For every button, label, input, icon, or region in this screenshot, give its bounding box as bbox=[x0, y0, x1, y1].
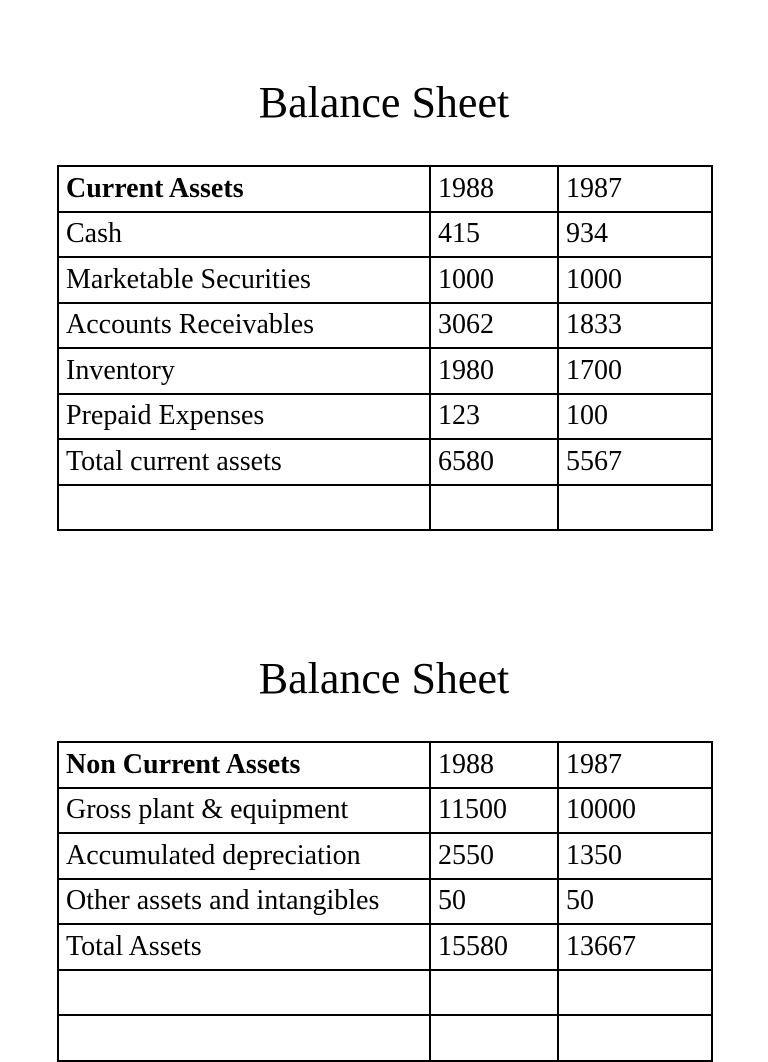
header-label: Current Assets bbox=[58, 166, 430, 212]
table-header-row bbox=[58, 742, 712, 788]
header-label: Non Current Assets bbox=[58, 742, 430, 788]
row-label: Gross plant & equipment bbox=[58, 788, 430, 834]
row-value-1987: 50 bbox=[558, 879, 712, 925]
row-value-1987 bbox=[558, 1015, 712, 1061]
row-value-1987: 1833 bbox=[558, 303, 712, 349]
row-label bbox=[58, 1015, 430, 1061]
row-label bbox=[58, 485, 430, 531]
empty-table-row bbox=[58, 970, 712, 1016]
row-value-1987: 10000 bbox=[558, 788, 712, 834]
table-row bbox=[58, 212, 712, 258]
row-value-1988 bbox=[430, 485, 558, 531]
row-label: Inventory bbox=[58, 348, 430, 394]
row-label: Other assets and intangibles bbox=[58, 879, 430, 925]
table-row bbox=[58, 924, 712, 970]
table-row bbox=[58, 788, 712, 834]
row-value-1987: 1700 bbox=[558, 348, 712, 394]
empty-table-row bbox=[58, 485, 712, 531]
header-year-1988: 1988 bbox=[430, 166, 558, 212]
header-year-1988: 1988 bbox=[430, 742, 558, 788]
row-value-1987: 1350 bbox=[558, 833, 712, 879]
row-value-1988: 15580 bbox=[430, 924, 558, 970]
table-header-row bbox=[58, 166, 712, 212]
table-row bbox=[58, 833, 712, 879]
row-label: Cash bbox=[58, 212, 430, 258]
row-value-1988 bbox=[430, 1015, 558, 1061]
row-label: Accounts Receivables bbox=[58, 303, 430, 349]
row-value-1988: 50 bbox=[430, 879, 558, 925]
row-value-1988: 2550 bbox=[430, 833, 558, 879]
row-label: Prepaid Expenses bbox=[58, 394, 430, 440]
page-title: Balance Sheet bbox=[258, 654, 510, 703]
empty-table-row bbox=[58, 1015, 712, 1061]
row-value-1987: 5567 bbox=[558, 439, 712, 485]
row-value-1988: 6580 bbox=[430, 439, 558, 485]
row-label: Marketable Securities bbox=[58, 257, 430, 303]
row-value-1988: 11500 bbox=[430, 788, 558, 834]
row-label: Total current assets bbox=[58, 439, 430, 485]
row-value-1988: 3062 bbox=[430, 303, 558, 349]
row-label bbox=[58, 970, 430, 1016]
table-row bbox=[58, 439, 712, 485]
row-label: Total Assets bbox=[58, 924, 430, 970]
page-title: Balance Sheet bbox=[258, 78, 510, 127]
row-value-1988: 123 bbox=[430, 394, 558, 440]
row-value-1987: 13667 bbox=[558, 924, 712, 970]
row-value-1988: 415 bbox=[430, 212, 558, 258]
row-value-1987: 100 bbox=[558, 394, 712, 440]
header-year-1987: 1987 bbox=[558, 166, 712, 212]
row-value-1987: 934 bbox=[558, 212, 712, 258]
table-row bbox=[58, 303, 712, 349]
table-row bbox=[58, 348, 712, 394]
non-current-assets-table bbox=[57, 741, 713, 1062]
header-year-1987: 1987 bbox=[558, 742, 712, 788]
row-value-1987: 1000 bbox=[558, 257, 712, 303]
row-value-1988 bbox=[430, 970, 558, 1016]
row-value-1988: 1000 bbox=[430, 257, 558, 303]
row-value-1987 bbox=[558, 485, 712, 531]
table-row bbox=[58, 879, 712, 925]
table-row bbox=[58, 257, 712, 303]
table-row bbox=[58, 394, 712, 440]
row-value-1987 bbox=[558, 970, 712, 1016]
row-label: Accumulated depreciation bbox=[58, 833, 430, 879]
current-assets-table bbox=[57, 165, 713, 531]
row-value-1988: 1980 bbox=[430, 348, 558, 394]
